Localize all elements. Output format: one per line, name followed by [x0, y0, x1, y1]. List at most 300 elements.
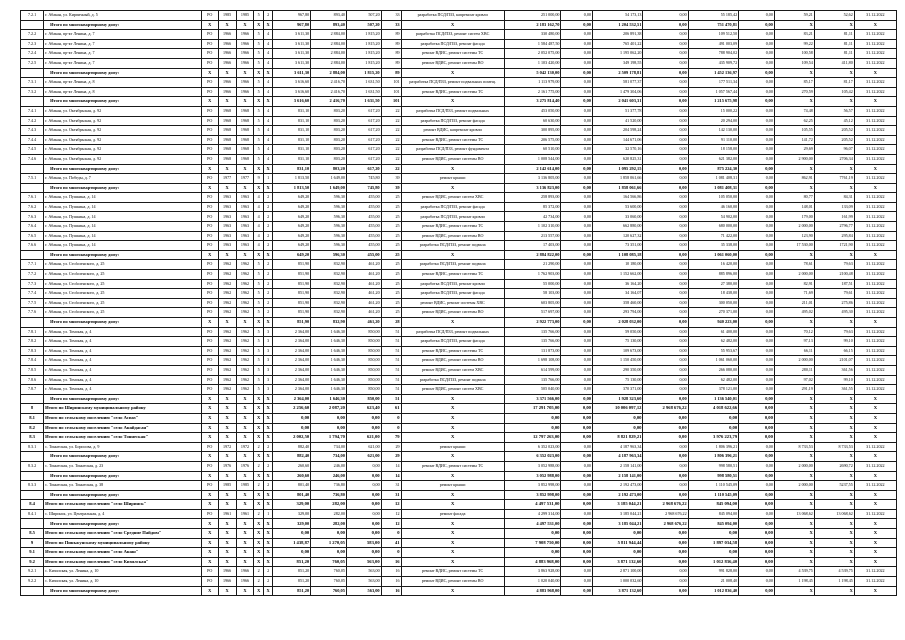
- table-cell: 2 192 473,00: [592, 481, 642, 491]
- table-cell: 31.12.2022: [854, 260, 896, 270]
- table-cell: 7.8.2: [21, 337, 44, 347]
- table-cell: 21 008,40: [688, 577, 738, 587]
- table-cell: 0,00: [561, 375, 593, 385]
- table-cell: 2: [263, 577, 272, 587]
- table-cell: 0,00: [643, 154, 688, 164]
- table-cell: 2 183 162,70: [504, 20, 561, 30]
- table-cell: 66,15: [814, 346, 854, 356]
- table-cell: X: [854, 404, 896, 414]
- table-cell: 1963: [218, 222, 236, 232]
- table-cell: 0,00: [739, 413, 775, 423]
- table-cell: 760,05: [311, 577, 347, 587]
- table-cell: разработка ПСД/ПЗЗ, ремонт подвальных: [401, 106, 504, 116]
- table-cell: 1 646,30: [311, 327, 347, 337]
- table-cell: 0,00: [561, 461, 593, 471]
- table-row: [21, 385, 897, 395]
- table-cell: 1 897 034,58: [688, 538, 738, 548]
- table-cell: X: [218, 490, 236, 500]
- table-cell: 36 164,20: [592, 279, 642, 289]
- table-cell: 2 900,00: [774, 154, 814, 164]
- table-cell: 851,90: [273, 279, 311, 289]
- table-cell: 4: [263, 78, 272, 88]
- table-cell: 3 052 988,00: [504, 461, 561, 471]
- table-cell: 0,00: [561, 490, 593, 500]
- table-cell: 1977: [236, 174, 254, 184]
- table-cell: 18 438,00: [688, 289, 738, 299]
- table-cell: 31.12.2022: [854, 298, 896, 308]
- table-cell: разработка ПСД/ПЗЗ, ремонт кровли: [401, 212, 504, 222]
- table-cell: 81,11: [814, 30, 854, 40]
- table-cell: 0,00: [561, 529, 593, 539]
- table-cell: 45,12: [814, 116, 854, 126]
- table-cell: X: [401, 490, 504, 500]
- table-cell: 75 130,00: [592, 375, 642, 385]
- table-cell: 0,00: [739, 250, 775, 260]
- table-cell: РО: [201, 577, 218, 587]
- table-cell: [21, 97, 44, 107]
- table-cell: 4: [263, 49, 272, 59]
- table-cell: 2 364,00: [273, 394, 311, 404]
- table-cell: 1972: [236, 442, 254, 452]
- table-cell: Итого по многоквартирному дому:: [44, 164, 202, 174]
- table-cell: 875 224,30: [688, 164, 738, 174]
- table-cell: 31.12.2022: [854, 509, 896, 519]
- table-cell: 123,90: [774, 231, 814, 241]
- table-cell: 736,80: [311, 490, 347, 500]
- table-cell: 0,00: [643, 567, 688, 577]
- table-cell: 0,00: [561, 327, 593, 337]
- table-cell: 0,00: [643, 452, 688, 462]
- table-cell: X: [401, 423, 504, 433]
- table-cell: X: [201, 250, 218, 260]
- table-cell: 31.12.2022: [854, 87, 896, 97]
- table-cell: X: [854, 68, 896, 78]
- subtotal-row: [21, 250, 897, 260]
- table-cell: 13 068,62: [774, 509, 814, 519]
- table-cell: 4: [254, 231, 263, 241]
- table-cell: 0,00: [273, 423, 311, 433]
- table-cell: 1962: [236, 385, 254, 395]
- table-cell: 25: [381, 222, 401, 232]
- table-cell: X: [218, 183, 236, 193]
- table-cell: 4 018 622,66: [688, 404, 738, 414]
- table-cell: 2 884 822,00: [504, 250, 561, 260]
- table-cell: X: [814, 20, 854, 30]
- table-cell: 0,00: [561, 11, 593, 21]
- table-cell: 411,80: [814, 58, 854, 68]
- table-cell: 5: [254, 106, 263, 116]
- table-cell: 82,91: [774, 279, 814, 289]
- table-cell: 27 380,00: [688, 279, 738, 289]
- table-cell: 1 081 408,31: [688, 183, 738, 193]
- table-row: [21, 145, 897, 155]
- table-cell: РО: [201, 385, 218, 395]
- table-cell: 4: [263, 135, 272, 145]
- table-cell: 0,00: [346, 500, 381, 510]
- table-cell: РО: [201, 87, 218, 97]
- table-cell: 3 185 044,21: [592, 500, 642, 510]
- table-cell: X: [201, 423, 218, 433]
- table-cell: X: [401, 586, 504, 596]
- table-cell: X: [254, 68, 263, 78]
- table-cell: 851,20: [273, 586, 311, 596]
- table-cell: 141,72: [774, 135, 814, 145]
- table-cell: 0,00: [739, 529, 775, 539]
- table-cell: 78,61: [774, 260, 814, 270]
- table-cell: 0,00: [561, 241, 593, 251]
- table-cell: 105,55: [774, 126, 814, 136]
- table-cell: 31.12.2022: [854, 193, 896, 203]
- table-cell: 2 509 178,81: [592, 68, 642, 78]
- table-cell: 0,00: [561, 289, 593, 299]
- table-cell: 680 000,00: [688, 222, 738, 232]
- table-cell: 4: [263, 126, 272, 136]
- table-cell: 596,30: [311, 250, 347, 260]
- table-cell: 0,00: [561, 356, 593, 366]
- table-cell: 803,20: [311, 154, 347, 164]
- table-cell: разработка ПСД/ПЗЗ, ремонт фасада: [401, 337, 504, 347]
- table-cell: 2: [263, 567, 272, 577]
- table-cell: 1966: [218, 78, 236, 88]
- table-cell: 2 884,00: [311, 68, 347, 78]
- table-cell: 0,00: [346, 548, 381, 558]
- table-cell: 4: [263, 39, 272, 49]
- table-cell: 31.12.2022: [854, 346, 896, 356]
- table-cell: 435 909,72: [688, 58, 738, 68]
- table-cell: 4: [263, 58, 272, 68]
- table-cell: 9: [21, 538, 44, 548]
- table-cell: 25: [381, 298, 401, 308]
- table-cell: 455,00: [346, 250, 381, 260]
- table-cell: 1 584 487,50: [504, 39, 561, 49]
- table-cell: 893,40: [311, 20, 347, 30]
- table-cell: 135 766,00: [504, 375, 561, 385]
- table-cell: 8 821 829,21: [592, 433, 642, 443]
- table-cell: 0,00: [739, 222, 775, 232]
- table-cell: X: [401, 20, 504, 30]
- table-cell: 148,01: [774, 202, 814, 212]
- table-cell: X: [401, 394, 504, 404]
- table-cell: РО: [201, 39, 218, 49]
- table-cell: 0,00: [739, 49, 775, 59]
- table-cell: X: [254, 318, 263, 328]
- table-cell: 495,02: [774, 308, 814, 318]
- table-cell: РО: [201, 442, 218, 452]
- table-cell: X: [218, 471, 236, 481]
- table-cell: X: [263, 68, 272, 78]
- table-cell: X: [254, 20, 263, 30]
- table-cell: X: [774, 519, 814, 529]
- table-cell: X: [201, 500, 218, 510]
- table-cell: г. Абакан, пр-кт Ленина, д. 7: [44, 49, 202, 59]
- table-cell: X: [401, 471, 504, 481]
- table-cell: 850,00: [346, 375, 381, 385]
- table-cell: с. Ширинск, ул. Центральная, д. 4: [44, 509, 202, 519]
- table-row: [21, 58, 897, 68]
- table-cell: 0,00: [643, 126, 688, 136]
- table-cell: 2: [263, 442, 272, 452]
- table-cell: Итого по многоквартирному дому:: [44, 250, 202, 260]
- table-cell: 1 928 323,60: [592, 394, 642, 404]
- table-cell: 1 136 540,01: [688, 394, 738, 404]
- table-cell: X: [254, 97, 263, 107]
- table-cell: 0,00: [561, 308, 593, 318]
- table-row: [21, 78, 897, 88]
- table-cell: 0,00: [643, 39, 688, 49]
- table-cell: X: [774, 164, 814, 174]
- table-cell: 0,00: [504, 548, 561, 558]
- table-cell: X: [218, 394, 236, 404]
- table-cell: 1985: [236, 481, 254, 491]
- table-cell: 51: [381, 356, 401, 366]
- table-cell: 1963: [236, 231, 254, 241]
- table-cell: 2 968 676,22: [643, 509, 688, 519]
- table-cell: X: [774, 557, 814, 567]
- table-cell: 491 003,09: [688, 39, 738, 49]
- table-cell: X: [236, 413, 254, 423]
- table-cell: 5: [254, 145, 263, 155]
- table-cell: 1961: [218, 509, 236, 519]
- table-cell: 1 646,30: [311, 394, 347, 404]
- table-cell: 3 052 988,00: [504, 471, 561, 481]
- table-cell: 7.5.1: [21, 174, 44, 184]
- table-cell: 2 364,00: [273, 327, 311, 337]
- table-cell: РО: [201, 78, 218, 88]
- table-cell: 0: [381, 413, 401, 423]
- table-cell: 213 557,00: [504, 231, 561, 241]
- table-cell: ремонт ВДИС, ремонт системы ВО: [401, 231, 504, 241]
- table-cell: X: [263, 538, 272, 548]
- table-cell: 25: [381, 231, 401, 241]
- table-cell: X: [774, 183, 814, 193]
- table-cell: 831,10: [273, 164, 311, 174]
- table-cell: 4: [254, 222, 263, 232]
- table-cell: X: [218, 519, 236, 529]
- table-cell: 5: [254, 49, 263, 59]
- table-cell: 2 416,70: [311, 87, 347, 97]
- table-cell: X: [401, 68, 504, 78]
- table-cell: 358 460,00: [592, 298, 642, 308]
- table-cell: 0,00: [739, 241, 775, 251]
- table-cell: 9.2: [21, 557, 44, 567]
- table-cell: X: [218, 500, 236, 510]
- table-cell: 2: [254, 509, 263, 519]
- table-cell: разработка ПСД/ПЗЗ, ремонт подвала: [401, 375, 504, 385]
- table-cell: РО: [201, 337, 218, 347]
- subtotal-row: [21, 164, 897, 174]
- table-row: [21, 481, 897, 491]
- table-cell: X: [236, 68, 254, 78]
- table-cell: X: [401, 529, 504, 539]
- table-cell: 0,00: [739, 509, 775, 519]
- table-cell: 2: [254, 461, 263, 471]
- table-cell: 1 794,70: [311, 433, 347, 443]
- table-cell: 5: [254, 365, 263, 375]
- table-cell: 5: [254, 308, 263, 318]
- table-cell: 3 136 823,00: [504, 183, 561, 193]
- table-cell: 1 813,50: [273, 183, 311, 193]
- table-cell: X: [254, 471, 263, 481]
- subtotal-row: [21, 471, 897, 481]
- table-cell: X: [218, 250, 236, 260]
- table-cell: 0,00: [561, 385, 593, 395]
- table-cell: 0,00: [561, 519, 593, 529]
- table-cell: 5: [254, 58, 263, 68]
- table-cell: 2 087,20: [311, 404, 347, 414]
- table-row: [21, 346, 897, 356]
- table-cell: 53 600,00: [592, 202, 642, 212]
- table-row: [21, 135, 897, 145]
- table-cell: 31.12.2022: [854, 442, 896, 452]
- table-cell: 131 873,00: [504, 346, 561, 356]
- table-cell: 31.12.2022: [854, 11, 896, 21]
- table-cell: 603 805,00: [504, 298, 561, 308]
- table-cell: 31.12.2022: [854, 212, 896, 222]
- table-cell: 5: [254, 78, 263, 88]
- table-cell: 0,00: [739, 442, 775, 452]
- table-cell: X: [854, 423, 896, 433]
- table-cell: 1 195 062,20: [592, 49, 642, 59]
- table-cell: X: [774, 548, 814, 558]
- table-cell: 850,00: [346, 327, 381, 337]
- table-cell: 0,00: [643, 557, 688, 567]
- table-cell: 0,00: [561, 567, 593, 577]
- table-cell: X: [201, 20, 218, 30]
- table-cell: 4 883 968,00: [504, 586, 561, 596]
- table-cell: X: [263, 20, 272, 30]
- table-cell: 2: [263, 11, 272, 21]
- table-cell: 461,20: [346, 279, 381, 289]
- table-cell: 0,00: [346, 423, 381, 433]
- table-cell: 850,00: [346, 385, 381, 395]
- table-cell: 55 185,42: [688, 11, 738, 21]
- table-cell: 51: [381, 346, 401, 356]
- table-cell: 1721,90: [814, 241, 854, 251]
- total-row: [21, 404, 897, 414]
- table-cell: 0,00: [561, 106, 593, 116]
- table-cell: 97,13: [774, 337, 814, 347]
- table-cell: РО: [201, 241, 218, 251]
- table-cell: 21 290,00: [504, 260, 561, 270]
- table-cell: 4 497 531,00: [504, 519, 561, 529]
- table-cell: X: [201, 318, 218, 328]
- table-cell: 1962: [218, 279, 236, 289]
- table-cell: 5: [254, 298, 263, 308]
- table-cell: 0,00: [504, 423, 561, 433]
- table-cell: 1 762 903,00: [504, 270, 561, 280]
- table-cell: 0,00: [739, 538, 775, 548]
- table-row: [21, 231, 897, 241]
- table-cell: X: [218, 557, 236, 567]
- table-cell: 85,17: [774, 78, 814, 88]
- table-cell: 0,00: [739, 202, 775, 212]
- table-row: [21, 461, 897, 471]
- table-cell: 31.12.2022: [854, 222, 896, 232]
- table-cell: 0,00: [739, 500, 775, 510]
- table-cell: 0,00: [739, 212, 775, 222]
- table-cell: 0,00: [643, 481, 688, 491]
- table-cell: 803,20: [311, 106, 347, 116]
- table-cell: 7.7.5: [21, 298, 44, 308]
- table-row: [21, 49, 897, 59]
- table-cell: 1966: [236, 567, 254, 577]
- table-cell: 0,00: [643, 212, 688, 222]
- table-cell: 246,00: [311, 471, 347, 481]
- table-cell: 0,00: [561, 260, 593, 270]
- table-cell: 1962: [236, 337, 254, 347]
- table-cell: X: [236, 250, 254, 260]
- table-cell: 0,00: [504, 529, 561, 539]
- table-cell: 621,00: [346, 433, 381, 443]
- table-cell: X: [401, 557, 504, 567]
- table-cell: 3 185 044,21: [592, 509, 642, 519]
- table-cell: 845 094,00: [688, 500, 738, 510]
- table-cell: 517 697,00: [504, 308, 561, 318]
- table-cell: X: [401, 413, 504, 423]
- table-cell: 0,00: [561, 500, 593, 510]
- table-cell: 734,00: [311, 442, 347, 452]
- table-cell: ремонт ВДИС, ремонт системы ТС: [401, 49, 504, 59]
- table-cell: [21, 519, 44, 529]
- table-cell: 1 020 040,00: [504, 577, 561, 587]
- table-cell: X: [218, 318, 236, 328]
- table-cell: ремонт ВДИС, ремонт системы ВО: [401, 58, 504, 68]
- table-cell: 1 646,30: [311, 346, 347, 356]
- table-cell: X: [218, 404, 236, 414]
- table-cell: 596,30: [311, 222, 347, 232]
- table-cell: 5: [254, 30, 263, 40]
- table-cell: X: [814, 557, 854, 567]
- table-cell: 0,00: [688, 423, 738, 433]
- table-cell: 177 511,34: [688, 78, 738, 88]
- table-cell: 1962: [218, 327, 236, 337]
- table-cell: 614 599,00: [504, 365, 561, 375]
- table-cell: 1972: [218, 442, 236, 452]
- table-cell: 2 884,00: [311, 39, 347, 49]
- table-cell: X: [854, 519, 896, 529]
- table-cell: 70,12: [774, 327, 814, 337]
- table-cell: 2: [254, 442, 263, 452]
- table-cell: 862,91: [774, 174, 814, 184]
- table-cell: 0,00: [561, 202, 593, 212]
- table-cell: 56,57: [814, 106, 854, 116]
- table-cell: 0,00: [561, 471, 593, 481]
- table-cell: 8 733,53: [774, 442, 814, 452]
- table-cell: X: [218, 413, 236, 423]
- table-cell: 0,00: [643, 183, 688, 193]
- table-cell: 1 646,30: [311, 365, 347, 375]
- table-cell: 51 377,78: [592, 106, 642, 116]
- table-cell: 2 052 075,00: [504, 49, 561, 59]
- table-cell: 0,00: [739, 318, 775, 328]
- table-cell: 270,59: [774, 87, 814, 97]
- table-cell: X: [201, 97, 218, 107]
- table-cell: 0,00: [561, 423, 593, 433]
- table-cell: 29,69: [774, 145, 814, 155]
- table-cell: 0,00: [643, 58, 688, 68]
- table-row: [21, 279, 897, 289]
- table-cell: 0,00: [739, 548, 775, 558]
- table-cell: 0,00: [643, 164, 688, 174]
- table-row: [21, 202, 897, 212]
- table-cell: X: [218, 586, 236, 596]
- table-cell: г. Абакан, ул. Томская, д. 4: [44, 365, 202, 375]
- table-cell: 7761,19: [814, 174, 854, 184]
- table-cell: разработка ПСД/ПЗЗ, ремонт подвальных помещ.: [401, 78, 504, 88]
- table-cell: 1968: [218, 154, 236, 164]
- table-cell: 0,00: [643, 222, 688, 232]
- table-cell: Итого по многоквартирному дому:: [44, 394, 202, 404]
